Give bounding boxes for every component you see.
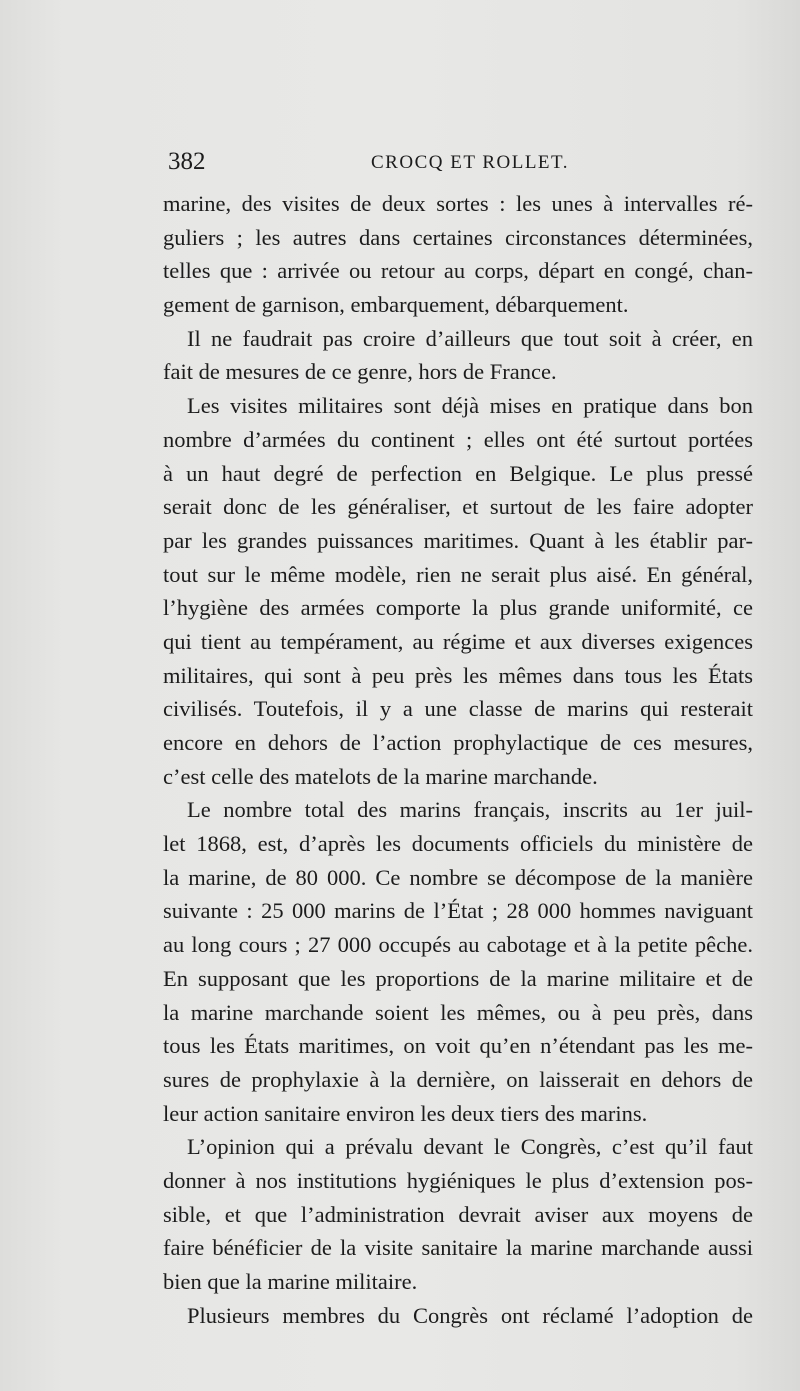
text-line: nombre d’armées du continent ; elles ont été surtout portées xyxy=(163,426,753,452)
text-line: encore en dehors de l’action prophylactique de ces mesures, xyxy=(163,730,753,755)
text-line: telles que : arrivée ou retour au corps, départ en congé, chan- xyxy=(163,258,753,284)
text-line: au long cours ; 27 000 occupés au cabotage et à la petite pêche. xyxy=(163,932,753,958)
text-line: sible, et que l’administration devrait aviser aux moyens de xyxy=(163,1201,753,1227)
text-line: leur action sanitaire environ les deux tiers des marins. xyxy=(163,1100,648,1126)
text-line: qui tient au tempérament, au régime et aux diverses exigences xyxy=(163,628,753,654)
text-line: tous les États maritimes, on voit qu’en n’étendant pas les me- xyxy=(163,1033,753,1059)
page-header xyxy=(168,148,750,178)
text-line: c’est celle des matelots de la marine marchande. xyxy=(163,763,598,789)
page-number: 382 xyxy=(168,148,206,175)
text-line: marine, des visites de deux sortes : les unes à intervalles ré- xyxy=(163,191,753,216)
text-line: gement de garnison, embarquement, débarquement. xyxy=(163,292,629,318)
text-line: sures de prophylaxie à la dernière, on laisserait en dehors de xyxy=(163,1066,753,1092)
body-text xyxy=(163,187,753,1332)
text-line: suivante : 25 000 marins de l’État ; 28 000 hommes naviguant xyxy=(163,898,753,924)
text-line: faire bénéficier de la visite sanitaire la marine marchande aussi xyxy=(163,1235,753,1261)
text-line: guliers ; les autres dans certaines circonstances déterminées, xyxy=(163,224,753,250)
text-line: la marine marchande soient les mêmes, ou à peu près, dans xyxy=(163,999,753,1025)
text-line: l’hygiène des armées comporte la plus grande uniformité, ce xyxy=(163,595,753,621)
text-line: Plusieurs membres du Congrès ont réclamé l’adoption de xyxy=(187,1302,753,1328)
text-line: let 1868, est, d’après les documents officiels du ministère de xyxy=(163,831,753,857)
text-line: Il ne faudrait pas croire d’ailleurs que tout soit à créer, en xyxy=(187,325,753,351)
text-line: serait donc de les généraliser, et surtout de les faire adopter xyxy=(163,494,753,520)
text-line: à un haut degré de perfection en Belgique. Le plus pressé xyxy=(163,460,753,486)
text-line: L’opinion qui a prévalu devant le Congrès, c’est qu’il faut xyxy=(187,1134,753,1160)
text-line: tout sur le même modèle, rien ne serait plus aisé. En général, xyxy=(163,561,753,587)
text-line: Les visites militaires sont déjà mises en pratique dans bon xyxy=(187,393,753,419)
text-line: Le nombre total des marins français, inscrits au 1er juil- xyxy=(187,797,753,823)
text-line: la marine, de 80 000. Ce nombre se décompose de la manière xyxy=(163,864,753,890)
text-line: En supposant que les proportions de la marine militaire et de xyxy=(163,965,753,991)
text-line: fait de mesures de ce genre, hors de France. xyxy=(163,359,557,385)
text-line: par les grandes puissances maritimes. Quant à les établir par- xyxy=(163,527,753,553)
text-line: civilisés. Toutefois, il y a une classe de marins qui resterait xyxy=(163,696,753,722)
text-line: militaires, qui sont à peu près les mêmes dans tous les États xyxy=(163,662,753,688)
text-line: bien que la marine militaire. xyxy=(163,1269,418,1294)
running-title: CROCQ ET ROLLET. xyxy=(371,152,569,173)
text-line: donner à nos institutions hygiéniques le plus d’extension pos- xyxy=(163,1167,753,1193)
